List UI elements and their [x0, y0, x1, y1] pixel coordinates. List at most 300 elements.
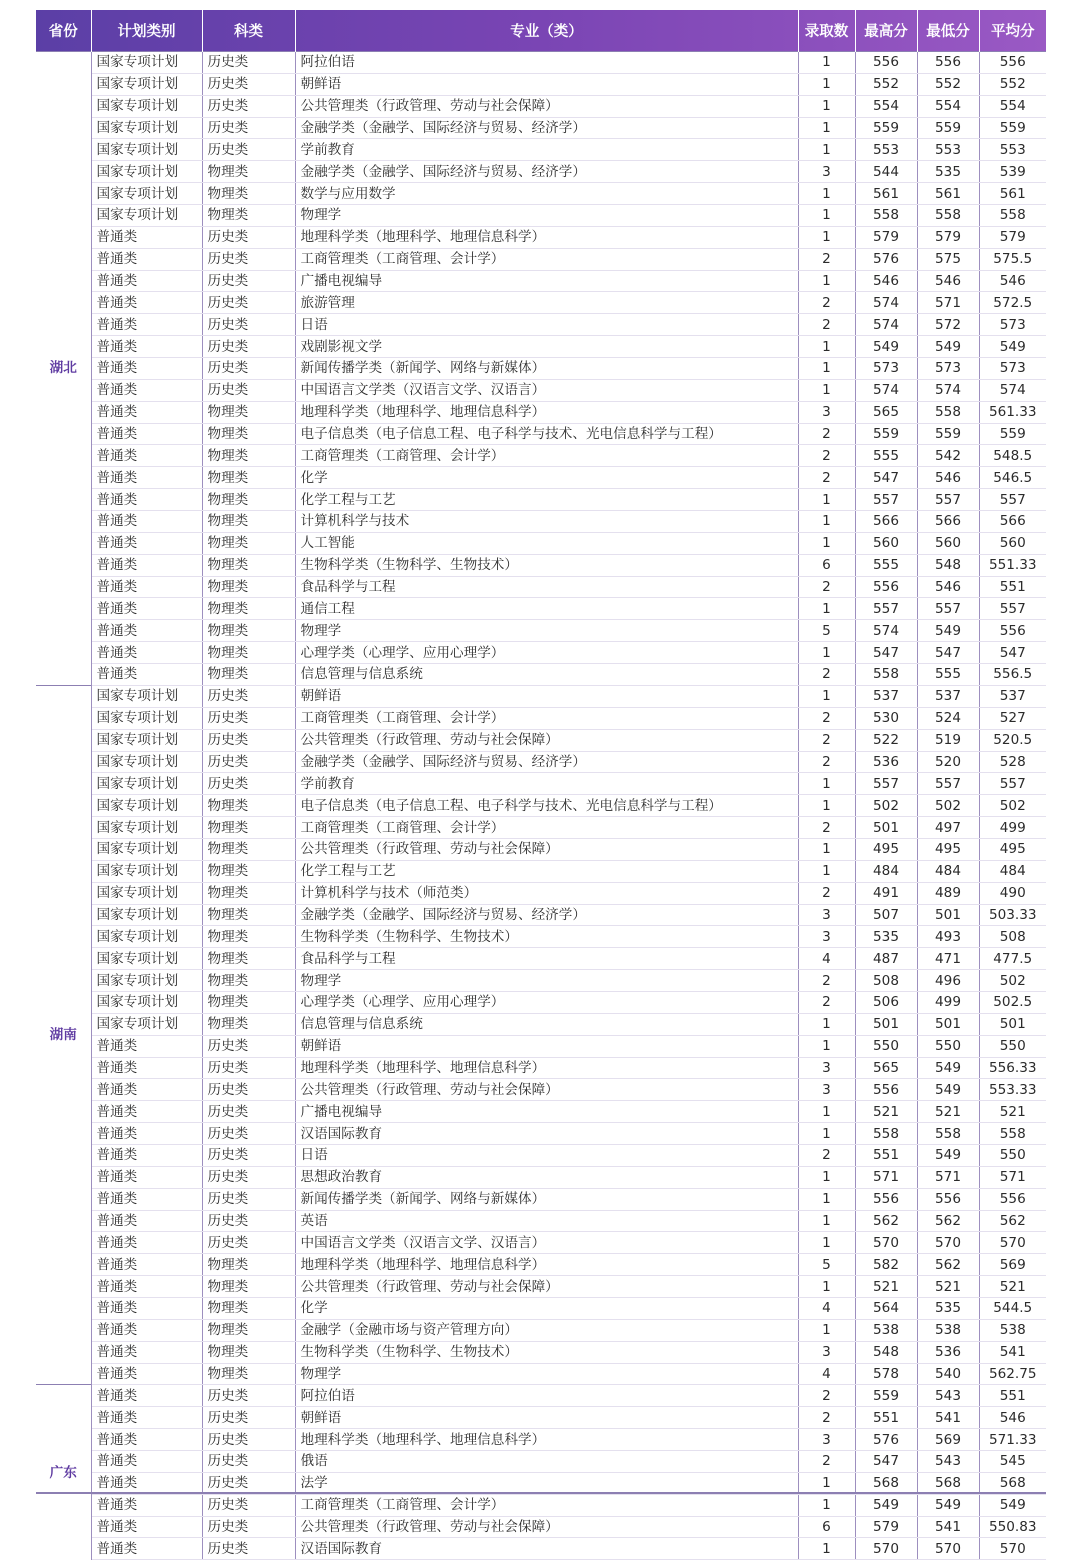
- plan-type-cell: 普通类: [91, 489, 202, 511]
- min-score-cell: 521: [917, 1101, 979, 1123]
- subject-type-cell: 物理类: [202, 620, 295, 642]
- major-cell: 心理学类（心理学、应用心理学）: [295, 991, 798, 1013]
- table-row: [36, 576, 1046, 598]
- max-score-cell: 544: [855, 161, 917, 183]
- table-row: [36, 948, 1046, 970]
- plan-type-cell: 普通类: [91, 1188, 202, 1210]
- admitted-count-cell: 1: [798, 642, 855, 664]
- subject-type-cell: 历史类: [202, 685, 295, 707]
- major-cell: 朝鲜语: [295, 685, 798, 707]
- avg-score-cell: 521: [979, 1276, 1046, 1298]
- avg-score-cell: 562: [979, 1210, 1046, 1232]
- max-score-cell: 535: [855, 926, 917, 948]
- major-cell: 新闻传播学类（新闻学、网络与新媒体）: [295, 1188, 798, 1210]
- plan-type-cell: 普通类: [91, 314, 202, 336]
- subject-type-cell: 历史类: [202, 729, 295, 751]
- min-score-cell: 471: [917, 948, 979, 970]
- admitted-count-cell: 1: [798, 489, 855, 511]
- admitted-count-cell: 2: [798, 314, 855, 336]
- admitted-count-cell: 1: [798, 1101, 855, 1123]
- admitted-count-cell: 3: [798, 1341, 855, 1363]
- subject-type-cell: 历史类: [202, 1123, 295, 1145]
- max-score-cell: 502: [855, 795, 917, 817]
- avg-score-cell: 558: [979, 1123, 1046, 1145]
- avg-score-cell: 527: [979, 707, 1046, 729]
- avg-score-cell: 553: [979, 139, 1046, 161]
- max-score-cell: 557: [855, 773, 917, 795]
- max-score-cell: 561: [855, 183, 917, 205]
- major-cell: 汉语国际教育: [295, 1123, 798, 1145]
- plan-type-cell: 普通类: [91, 1079, 202, 1101]
- max-score-cell: 547: [855, 1451, 917, 1473]
- plan-type-cell: 国家专项计划: [91, 1013, 202, 1035]
- major-cell: 中国语言文学类（汉语言文学、汉语言）: [295, 379, 798, 401]
- major-cell: 物理学: [295, 620, 798, 642]
- avg-score-cell: 541: [979, 1341, 1046, 1363]
- admitted-count-cell: 1: [798, 1013, 855, 1035]
- table-row: [36, 1319, 1046, 1341]
- major-cell: 阿拉伯语: [295, 52, 798, 74]
- major-cell: 金融学（金融市场与资产管理方向）: [295, 1319, 798, 1341]
- avg-score-cell: 550.83: [979, 1516, 1046, 1538]
- max-score-cell: 550: [855, 1035, 917, 1057]
- major-cell: 广播电视编导: [295, 1101, 798, 1123]
- subject-type-cell: 历史类: [202, 751, 295, 773]
- major-cell: 计算机科学与技术: [295, 511, 798, 533]
- subject-type-cell: 历史类: [202, 773, 295, 795]
- subject-type-cell: 物理类: [202, 795, 295, 817]
- table-row: [36, 73, 1046, 95]
- table-row: [36, 1232, 1046, 1254]
- table-row: [36, 1472, 1046, 1494]
- avg-score-cell: 521: [979, 1101, 1046, 1123]
- min-score-cell: 572: [917, 314, 979, 336]
- major-cell: 学前教育: [295, 139, 798, 161]
- admitted-count-cell: 1: [798, 1188, 855, 1210]
- avg-score-cell: 550: [979, 1035, 1046, 1057]
- major-cell: 英语: [295, 1210, 798, 1232]
- avg-score-cell: 538: [979, 1319, 1046, 1341]
- min-score-cell: 501: [917, 904, 979, 926]
- min-score-cell: 519: [917, 729, 979, 751]
- avg-score-cell: 561: [979, 183, 1046, 205]
- major-cell: 人工智能: [295, 532, 798, 554]
- plan-type-cell: 普通类: [91, 467, 202, 489]
- min-score-cell: 521: [917, 1276, 979, 1298]
- plan-type-cell: 国家专项计划: [91, 860, 202, 882]
- max-score-cell: 552: [855, 73, 917, 95]
- subject-type-cell: 历史类: [202, 95, 295, 117]
- subject-type-cell: 物理类: [202, 445, 295, 467]
- avg-score-cell: 558: [979, 205, 1046, 227]
- plan-type-cell: 普通类: [91, 1057, 202, 1079]
- subject-type-cell: 物理类: [202, 904, 295, 926]
- subject-type-cell: 历史类: [202, 1035, 295, 1057]
- plan-type-cell: 普通类: [91, 1254, 202, 1276]
- plan-type-cell: 普通类: [91, 532, 202, 554]
- major-cell: 金融学类（金融学、国际经济与贸易、经济学）: [295, 751, 798, 773]
- header-max-score: 最高分: [855, 10, 917, 52]
- plan-type-cell: 普通类: [91, 445, 202, 467]
- avg-score-cell: 575.5: [979, 248, 1046, 270]
- avg-score-cell: 568: [979, 1472, 1046, 1494]
- max-score-cell: 576: [855, 248, 917, 270]
- major-cell: 生物科学类（生物科学、生物技术）: [295, 554, 798, 576]
- avg-score-cell: 545: [979, 1451, 1046, 1473]
- subject-type-cell: 历史类: [202, 379, 295, 401]
- major-cell: 计算机科学与技术（师范类）: [295, 882, 798, 904]
- max-score-cell: 562: [855, 1210, 917, 1232]
- table-row: [36, 1123, 1046, 1145]
- major-cell: 食品科学与工程: [295, 948, 798, 970]
- min-score-cell: 546: [917, 576, 979, 598]
- avg-score-cell: 572.5: [979, 292, 1046, 314]
- subject-type-cell: 物理类: [202, 489, 295, 511]
- major-cell: 公共管理类（行政管理、劳动与社会保障）: [295, 1516, 798, 1538]
- admitted-count-cell: 6: [798, 1516, 855, 1538]
- max-score-cell: 554: [855, 95, 917, 117]
- max-score-cell: 564: [855, 1297, 917, 1319]
- avg-score-cell: 569: [979, 1254, 1046, 1276]
- table-row: [36, 642, 1046, 664]
- admitted-count-cell: 2: [798, 729, 855, 751]
- admitted-count-cell: 2: [798, 664, 855, 686]
- major-cell: 工商管理类（工商管理、会计学）: [295, 445, 798, 467]
- max-score-cell: 557: [855, 489, 917, 511]
- admitted-count-cell: 5: [798, 1254, 855, 1276]
- max-score-cell: 559: [855, 117, 917, 139]
- min-score-cell: 496: [917, 970, 979, 992]
- admitted-count-cell: 1: [798, 1210, 855, 1232]
- admitted-count-cell: 2: [798, 970, 855, 992]
- subject-type-cell: 物理类: [202, 467, 295, 489]
- max-score-cell: 565: [855, 1057, 917, 1079]
- plan-type-cell: 国家专项计划: [91, 161, 202, 183]
- min-score-cell: 560: [917, 532, 979, 554]
- avg-score-cell: 562.75: [979, 1363, 1046, 1385]
- subject-type-cell: 历史类: [202, 1057, 295, 1079]
- table-row: [36, 1035, 1046, 1057]
- admitted-count-cell: 2: [798, 445, 855, 467]
- min-score-cell: 562: [917, 1210, 979, 1232]
- major-cell: 公共管理类（行政管理、劳动与社会保障）: [295, 95, 798, 117]
- max-score-cell: 555: [855, 445, 917, 467]
- plan-type-cell: 普通类: [91, 664, 202, 686]
- min-score-cell: 501: [917, 1013, 979, 1035]
- subject-type-cell: 物理类: [202, 1363, 295, 1385]
- avg-score-cell: 557: [979, 489, 1046, 511]
- min-score-cell: 549: [917, 1079, 979, 1101]
- plan-type-cell: 普通类: [91, 248, 202, 270]
- min-score-cell: 571: [917, 1166, 979, 1188]
- min-score-cell: 548: [917, 554, 979, 576]
- header-row: [36, 10, 1046, 52]
- max-score-cell: 501: [855, 1013, 917, 1035]
- subject-type-cell: 历史类: [202, 1407, 295, 1429]
- table-row: [36, 1079, 1046, 1101]
- table-row: [36, 226, 1046, 248]
- max-score-cell: 582: [855, 1254, 917, 1276]
- table-row: [36, 773, 1046, 795]
- min-score-cell: 549: [917, 336, 979, 358]
- subject-type-cell: 历史类: [202, 1166, 295, 1188]
- table-row: [36, 1516, 1046, 1538]
- subject-type-cell: 物理类: [202, 554, 295, 576]
- min-score-cell: 571: [917, 292, 979, 314]
- header-admitted-count: 录取数: [798, 10, 855, 52]
- major-cell: 化学工程与工艺: [295, 860, 798, 882]
- table-row: [36, 685, 1046, 707]
- plan-type-cell: 国家专项计划: [91, 882, 202, 904]
- table-row: [36, 248, 1046, 270]
- max-score-cell: 522: [855, 729, 917, 751]
- max-score-cell: 579: [855, 226, 917, 248]
- min-score-cell: 557: [917, 489, 979, 511]
- major-cell: 公共管理类（行政管理、劳动与社会保障）: [295, 729, 798, 751]
- avg-score-cell: 551.33: [979, 554, 1046, 576]
- min-score-cell: 557: [917, 598, 979, 620]
- major-cell: 化学: [295, 467, 798, 489]
- subject-type-cell: 历史类: [202, 1079, 295, 1101]
- admitted-count-cell: 1: [798, 226, 855, 248]
- admitted-count-cell: 2: [798, 882, 855, 904]
- avg-score-cell: 556: [979, 52, 1046, 74]
- major-cell: 中国语言文学类（汉语言文学、汉语言）: [295, 1232, 798, 1254]
- min-score-cell: 538: [917, 1319, 979, 1341]
- major-cell: 学前教育: [295, 773, 798, 795]
- admitted-count-cell: 4: [798, 1363, 855, 1385]
- admitted-count-cell: 1: [798, 336, 855, 358]
- plan-type-cell: 普通类: [91, 642, 202, 664]
- table-row: [36, 795, 1046, 817]
- avg-score-cell: 557: [979, 598, 1046, 620]
- major-cell: 地理科学类（地理科学、地理信息科学）: [295, 226, 798, 248]
- admitted-count-cell: 1: [798, 1319, 855, 1341]
- major-cell: 朝鲜语: [295, 1407, 798, 1429]
- table-row: [36, 882, 1046, 904]
- avg-score-cell: 556: [979, 620, 1046, 642]
- plan-type-cell: 普通类: [91, 401, 202, 423]
- plan-type-cell: 普通类: [91, 1276, 202, 1298]
- major-cell: 数学与应用数学: [295, 183, 798, 205]
- subject-type-cell: 历史类: [202, 1210, 295, 1232]
- major-cell: 旅游管理: [295, 292, 798, 314]
- min-score-cell: 543: [917, 1451, 979, 1473]
- plan-type-cell: 国家专项计划: [91, 773, 202, 795]
- avg-score-cell: 549: [979, 1494, 1046, 1516]
- table-row: [36, 904, 1046, 926]
- header-min-score: 最低分: [917, 10, 979, 52]
- max-score-cell: 487: [855, 948, 917, 970]
- subject-type-cell: 物理类: [202, 1319, 295, 1341]
- admitted-count-cell: 3: [798, 904, 855, 926]
- max-score-cell: 559: [855, 1385, 917, 1407]
- admitted-count-cell: 2: [798, 751, 855, 773]
- avg-score-cell: 566: [979, 511, 1046, 533]
- max-score-cell: 546: [855, 270, 917, 292]
- major-cell: 电子信息类（电子信息工程、电子科学与技术、光电信息科学与工程）: [295, 795, 798, 817]
- admitted-count-cell: 2: [798, 1144, 855, 1166]
- table-row: [36, 751, 1046, 773]
- subject-type-cell: 物理类: [202, 860, 295, 882]
- table-row: [36, 139, 1046, 161]
- admitted-count-cell: 5: [798, 620, 855, 642]
- table-row: [36, 1166, 1046, 1188]
- plan-type-cell: 普通类: [91, 1516, 202, 1538]
- max-score-cell: 491: [855, 882, 917, 904]
- plan-type-cell: 普通类: [91, 1451, 202, 1473]
- max-score-cell: 549: [855, 1494, 917, 1516]
- max-score-cell: 578: [855, 1363, 917, 1385]
- max-score-cell: 553: [855, 139, 917, 161]
- min-score-cell: 502: [917, 795, 979, 817]
- avg-score-cell: 556.33: [979, 1057, 1046, 1079]
- table-row: [36, 1363, 1046, 1385]
- major-cell: 生物科学类（生物科学、生物技术）: [295, 926, 798, 948]
- avg-score-cell: 503.33: [979, 904, 1046, 926]
- avg-score-cell: 520.5: [979, 729, 1046, 751]
- plan-type-cell: 国家专项计划: [91, 205, 202, 227]
- subject-type-cell: 历史类: [202, 1385, 295, 1407]
- avg-score-cell: 559: [979, 117, 1046, 139]
- major-cell: 思想政治教育: [295, 1166, 798, 1188]
- major-cell: 化学: [295, 1297, 798, 1319]
- admitted-count-cell: 1: [798, 860, 855, 882]
- min-score-cell: 568: [917, 1472, 979, 1494]
- admitted-count-cell: 1: [798, 73, 855, 95]
- min-score-cell: 566: [917, 511, 979, 533]
- avg-score-cell: 571.33: [979, 1429, 1046, 1451]
- major-cell: 朝鲜语: [295, 1035, 798, 1057]
- subject-type-cell: 历史类: [202, 1494, 295, 1516]
- min-score-cell: 573: [917, 358, 979, 380]
- max-score-cell: 551: [855, 1144, 917, 1166]
- table-row: [36, 467, 1046, 489]
- table-row: [36, 926, 1046, 948]
- min-score-cell: 562: [917, 1254, 979, 1276]
- max-score-cell: 570: [855, 1232, 917, 1254]
- subject-type-cell: 历史类: [202, 226, 295, 248]
- plan-type-cell: 国家专项计划: [91, 838, 202, 860]
- avg-score-cell: 537: [979, 685, 1046, 707]
- max-score-cell: 484: [855, 860, 917, 882]
- subject-type-cell: 物理类: [202, 576, 295, 598]
- avg-score-cell: 547: [979, 642, 1046, 664]
- admitted-count-cell: 1: [798, 270, 855, 292]
- table-row: [36, 95, 1046, 117]
- plan-type-cell: 普通类: [91, 1210, 202, 1232]
- plan-type-cell: 普通类: [91, 270, 202, 292]
- plan-type-cell: 国家专项计划: [91, 948, 202, 970]
- admitted-count-cell: 2: [798, 1407, 855, 1429]
- admitted-count-cell: 1: [798, 205, 855, 227]
- admitted-count-cell: 2: [798, 817, 855, 839]
- min-score-cell: 555: [917, 664, 979, 686]
- min-score-cell: 556: [917, 52, 979, 74]
- max-score-cell: 507: [855, 904, 917, 926]
- max-score-cell: 558: [855, 205, 917, 227]
- avg-score-cell: 574: [979, 379, 1046, 401]
- subject-type-cell: 历史类: [202, 314, 295, 336]
- min-score-cell: 553: [917, 139, 979, 161]
- subject-type-cell: 物理类: [202, 511, 295, 533]
- max-score-cell: 560: [855, 532, 917, 554]
- min-score-cell: 556: [917, 1188, 979, 1210]
- admitted-count-cell: 1: [798, 139, 855, 161]
- plan-type-cell: 国家专项计划: [91, 926, 202, 948]
- subject-type-cell: 历史类: [202, 139, 295, 161]
- min-score-cell: 541: [917, 1516, 979, 1538]
- subject-type-cell: 物理类: [202, 817, 295, 839]
- min-score-cell: 520: [917, 751, 979, 773]
- min-score-cell: 535: [917, 161, 979, 183]
- subject-type-cell: 历史类: [202, 73, 295, 95]
- plan-type-cell: 普通类: [91, 336, 202, 358]
- plan-type-cell: 普通类: [91, 1123, 202, 1145]
- min-score-cell: 546: [917, 270, 979, 292]
- max-score-cell: 556: [855, 1188, 917, 1210]
- admitted-count-cell: 1: [798, 532, 855, 554]
- major-cell: 工商管理类（工商管理、会计学）: [295, 817, 798, 839]
- min-score-cell: 541: [917, 1407, 979, 1429]
- table-row: [36, 1538, 1046, 1560]
- plan-type-cell: 普通类: [91, 511, 202, 533]
- min-score-cell: 558: [917, 1123, 979, 1145]
- major-cell: 通信工程: [295, 598, 798, 620]
- major-cell: 朝鲜语: [295, 73, 798, 95]
- subject-type-cell: 历史类: [202, 1451, 295, 1473]
- subject-type-cell: 物理类: [202, 970, 295, 992]
- table-row: [36, 620, 1046, 642]
- major-cell: 日语: [295, 1144, 798, 1166]
- max-score-cell: 556: [855, 52, 917, 74]
- table-row: [36, 270, 1046, 292]
- avg-score-cell: 549: [979, 336, 1046, 358]
- header-major: 专业（类）: [295, 10, 798, 52]
- major-cell: 信息管理与信息系统: [295, 1013, 798, 1035]
- table-row: [36, 1494, 1046, 1516]
- table-row: [36, 183, 1046, 205]
- avg-score-cell: 546: [979, 270, 1046, 292]
- min-score-cell: 557: [917, 773, 979, 795]
- admitted-count-cell: 1: [798, 1472, 855, 1494]
- plan-type-cell: 国家专项计划: [91, 970, 202, 992]
- subject-type-cell: 历史类: [202, 336, 295, 358]
- subject-type-cell: 历史类: [202, 117, 295, 139]
- major-cell: 阿拉伯语: [295, 1385, 798, 1407]
- major-cell: 食品科学与工程: [295, 576, 798, 598]
- major-cell: 公共管理类（行政管理、劳动与社会保障）: [295, 1079, 798, 1101]
- max-score-cell: 547: [855, 642, 917, 664]
- subject-type-cell: 历史类: [202, 270, 295, 292]
- subject-type-cell: 物理类: [202, 161, 295, 183]
- major-cell: 金融学类（金融学、国际经济与贸易、经济学）: [295, 117, 798, 139]
- max-score-cell: 508: [855, 970, 917, 992]
- table-row: [36, 860, 1046, 882]
- min-score-cell: 558: [917, 401, 979, 423]
- avg-score-cell: 484: [979, 860, 1046, 882]
- table-row: [36, 970, 1046, 992]
- admitted-count-cell: 1: [798, 358, 855, 380]
- table-row: [36, 1276, 1046, 1298]
- province-cell: 湖北: [36, 52, 91, 686]
- plan-type-cell: 普通类: [91, 1297, 202, 1319]
- subject-type-cell: 历史类: [202, 292, 295, 314]
- table-row: [36, 336, 1046, 358]
- table-row: [36, 664, 1046, 686]
- subject-type-cell: 物理类: [202, 1013, 295, 1035]
- plan-type-cell: 普通类: [91, 1472, 202, 1494]
